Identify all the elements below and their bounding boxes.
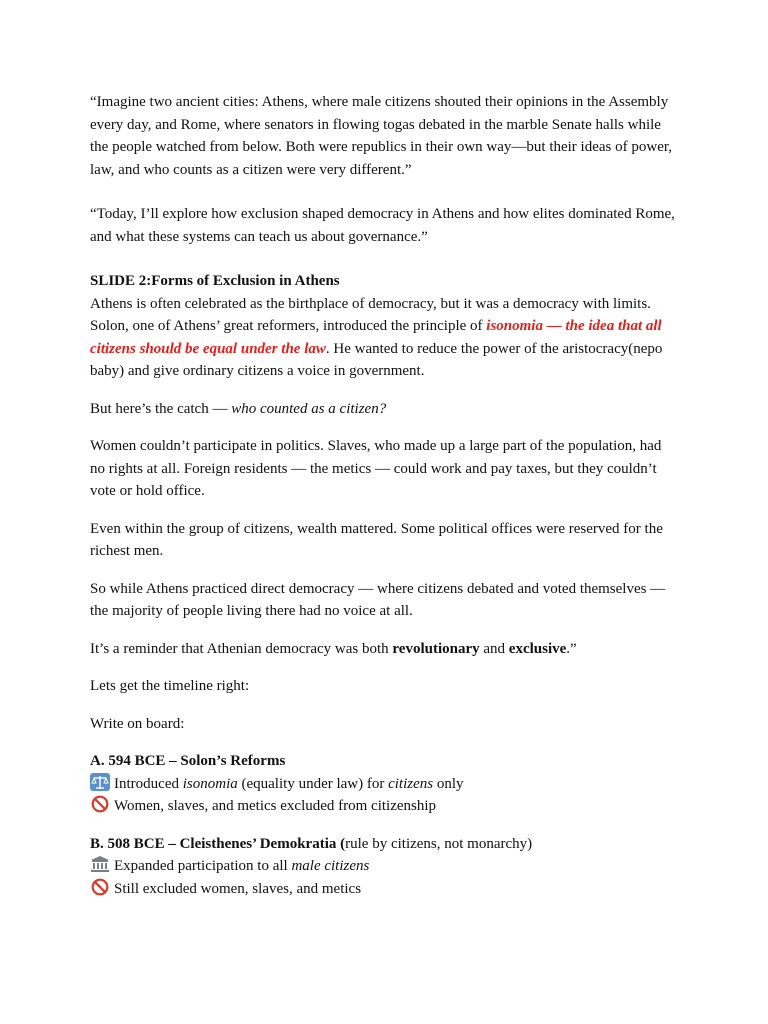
reminder-and: and	[479, 640, 509, 657]
catch-text: But here’s the catch —	[90, 400, 232, 417]
male-citizens-term: male citizens	[291, 858, 370, 874]
prohibited-icon	[90, 795, 110, 813]
exclusion-paragraph: Women couldn’t participate in politics. Slaves, who made up a large part of the population, had no rights at all. Foreign residents — the metics — could work and pay taxes, but they couldn’t vote or hold office.	[90, 438, 662, 499]
exclusive-word: exclusive	[508, 640, 567, 657]
section-b-bullet-2	[90, 878, 680, 901]
section-b-bullet-2-text: Still excluded women, slaves, and metics	[114, 880, 362, 897]
athens-intro-line: Athens is often celebrated as the birthplace of democracy, but it was a democracy with limits.	[90, 295, 651, 312]
section-a-bullet-1-mid: (equality under law) for	[237, 775, 389, 792]
solon-text-end: . He wanted to reduce the power of the aristocracy(nepo baby) and give ordinary citizens a voice in government.	[90, 340, 663, 379]
intro-paragraph-1: “Imagine two ancient cities: Athens, where male citizens shouted their opinions in the Assembly every day, and Rome, where senators in flowing togas debated in the marble Senate halls while the people watched from below. Both were republics in their own way—but their ideas of power, law, and who counts as a citizen were very different.”	[90, 94, 673, 178]
direct-democracy-paragraph: So while Athens practiced direct democracy — where citizens debated and voted themselves — the majority of people living there had no voice at all.	[90, 580, 666, 619]
slide-2-heading-text: SLIDE 2:Forms of Exclusion in Athens	[90, 273, 340, 289]
reminder-end: .”	[566, 640, 577, 657]
intro-paragraph-2: “Today, I’ll explore how exclusion shaped democracy in Athens and how elites dominated Rome, and what these systems can teach us about governance.”	[90, 206, 675, 245]
section-b-heading	[90, 833, 680, 856]
document-body	[90, 91, 680, 900]
solon-paragraph	[90, 315, 680, 383]
section-a-heading	[90, 750, 680, 773]
section-a-bullet-2	[90, 795, 680, 818]
isonomia-term: isonomia	[182, 775, 238, 792]
section-b-heading-bold: B. 508 BCE – Cleisthenes’ Demokratia (	[90, 835, 346, 852]
solon-text-start: Solon, one of Athens’ great reformers, introduced the principle of	[90, 318, 487, 334]
catch-paragraph	[90, 398, 680, 421]
section-a-bullet-1-end: only	[433, 775, 464, 792]
section-b-heading-rest: rule by citizens, not monarchy)	[345, 835, 533, 852]
isonomia-highlight: isonomia — the idea that all citizens should be equal under the law	[90, 318, 662, 357]
reminder-text: It’s a reminder that Athenian democracy was both	[90, 640, 393, 657]
catch-question: who counted as a citizen?	[231, 400, 387, 417]
section-b-bullet-1-text: Expanded participation to all	[114, 858, 292, 874]
timeline-line: Lets get the timeline right:	[90, 678, 250, 694]
section-a-bullet-1	[90, 773, 680, 796]
section-a-bullet-2-text: Women, slaves, and metics excluded from citizenship	[114, 798, 437, 814]
prohibited-icon	[90, 878, 110, 896]
revolutionary-word: revolutionary	[392, 640, 480, 657]
citizens-term: citizens	[388, 775, 434, 792]
section-a-heading-text: A. 594 BCE – Solon’s Reforms	[90, 753, 286, 769]
wealth-paragraph: Even within the group of citizens, wealth mattered. Some political offices were reserved for the richest men.	[90, 520, 663, 559]
scales-icon	[90, 773, 110, 791]
section-b-bullet-1	[90, 855, 680, 878]
section-a-bullet-1-text: Introduced	[114, 775, 183, 792]
classical-building-icon	[90, 855, 110, 873]
reminder-paragraph	[90, 638, 680, 661]
board-line: Write on board:	[90, 715, 185, 732]
slide-2-heading	[90, 270, 680, 293]
